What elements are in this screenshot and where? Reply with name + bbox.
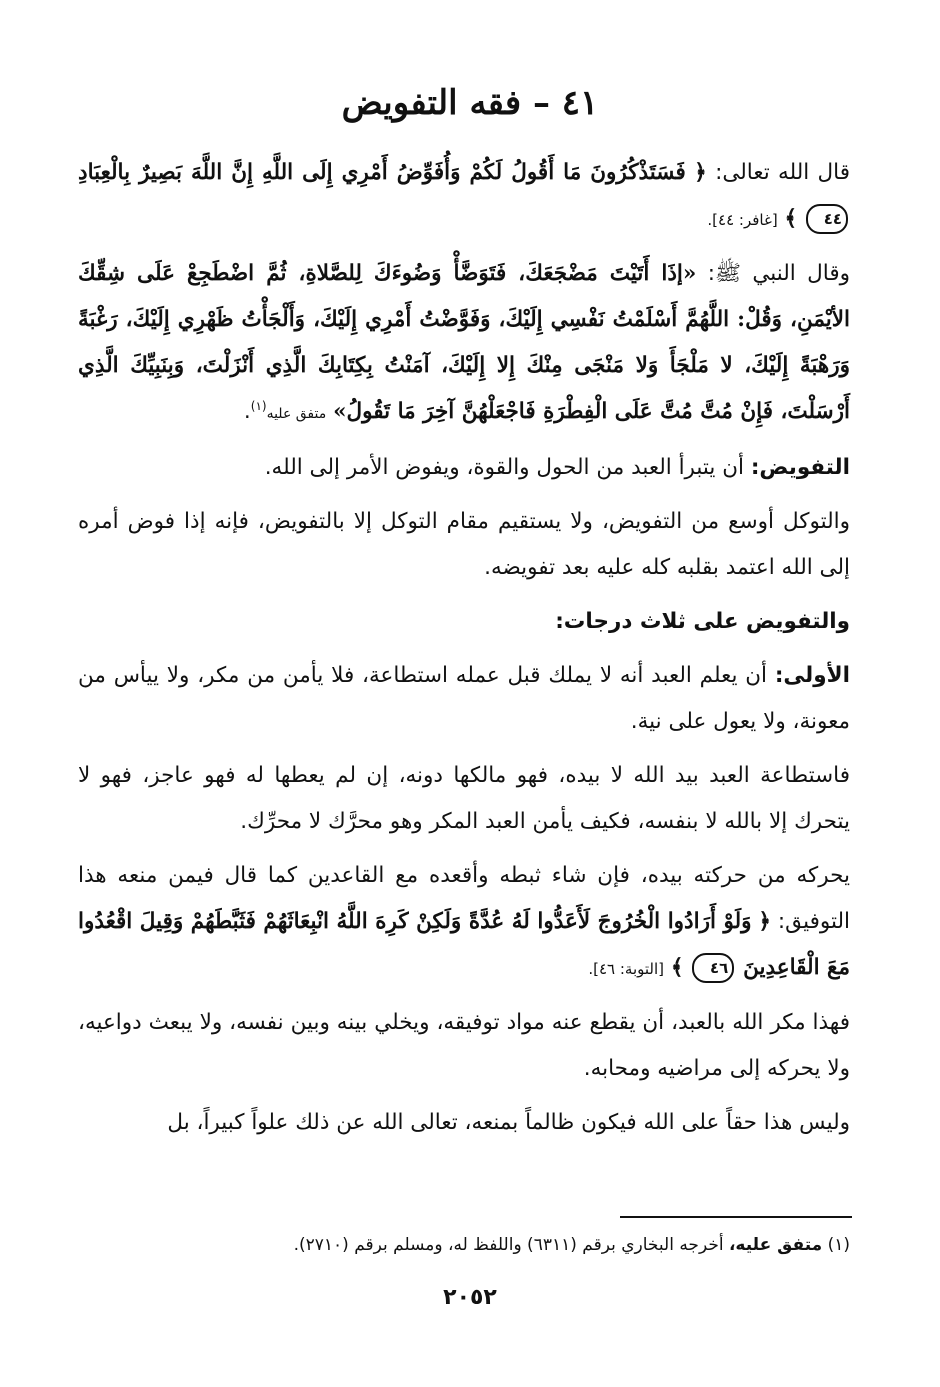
footnote-text: أخرجه البخاري برقم (٦٣١١) واللفظ له، ومسلم برقم (٢٧١٠). <box>293 1235 724 1255</box>
verse-paragraph-ghafir <box>78 150 850 243</box>
footnote-divider <box>620 1216 852 1218</box>
levels-heading: والتفويض على ثلاث درجات: <box>555 609 850 634</box>
definition-paragraph <box>78 445 850 491</box>
last-paragraph: وليس هذا حقاً على الله فيكون ظالماً بمنعه، تعالى الله عن ذلك علواً كبيراً، بل <box>167 1110 850 1135</box>
makr-paragraph: فهذا مكر الله بالعبد، أن يقطع عنه مواد توفيقه، ويخلي بينه وبين نفسه، ولا يبعث دواعيه، ولا يحركه إلى مراضيه ومحابه. <box>78 1010 850 1081</box>
quran-close-bracket: ﴾ <box>670 955 684 980</box>
verse-intro: يحركه من حركته بيده، فإن شاء ثبطه وأقعده مع القاعدين كما قال فيمن منعه هذا التوفيق: <box>78 863 850 934</box>
first-level-text: أن يعلم العبد أنه لا يملك قبل عمله استطاعة، فلا يأمن من مكر، ولا ييأس من معونة، ولا يعول على نية. <box>78 663 850 734</box>
quran-close-bracket: ﴾ <box>784 206 798 231</box>
footnote-marker: (١) <box>250 398 267 413</box>
chapter-title: ٤١ – فقه التفويض <box>341 83 599 123</box>
tawakkul-paragraph: والتوكل أوسع من التفويض، ولا يستقيم مقام التوكل إلا بالتفويض، فإنه إذا فوض أمره إلى الله اعتمد بقلبه كله عليه بعد تفويضه. <box>78 509 850 580</box>
hadith-intro: وقال النبي ﷺ: <box>707 261 851 286</box>
verse-intro: قال الله تعالى: <box>715 160 851 185</box>
verse-reference: [التوبة: ٤٦]. <box>588 960 664 978</box>
quran-verse-text: وَلَوْ أَرَادُوا الْخُرُوجَ لَأَعَدُّوا لَهُ عُدَّةً وَلَكِنْ كَرِهَ اللَّهُ انْبِعَاثَهُمْ فَثَبَّطَهُمْ وَقِيلَ اقْعُدُوا مَعَ الْقَاعِدِينَ <box>78 909 850 980</box>
footnote-number: (١) <box>827 1235 850 1255</box>
quran-verse-text: فَسَتَذْكُرُونَ مَا أَقُولُ لَكُمْ وَأُفَوِّضُ أَمْرِي إِلَى اللَّهِ إِنَّ اللَّهَ بَصِيرٌ بِالْعِبَادِ <box>78 160 686 185</box>
page-number: ٢٠٥٢ <box>443 1285 497 1310</box>
verse-reference: [غافر: ٤٤]. <box>707 211 778 229</box>
hadith-text: «إذَا أَتَيْتَ مَضْجَعَكَ، فَتَوَضَّأْ وَضُوءَكَ لِلصَّلاةِ، ثُمَّ اضْطَجِعْ عَلَى شِقِّكَ الأيْمَنِ، وَقُلْ: اللَّهُمَّ أَسْلَمْتُ نَفْسِي إِلَيْكَ، وَفَوَّضْتُ أَمْرِي إِلَيْكَ، وَأَلْجَأْتُ ظَهْرِي إِلَيْكَ، رَغْبَةً وَرَهْبَةً إِلَيْكَ، لا مَلْجَأَ وَلا مَنْجَى مِنْكَ إِلا إِلَيْكَ، آمَنْتُ بِكِتَابِكَ الَّذِي أَنْزَلْتَ، وَبِنَبِيِّكَ الَّذِي أَرْسَلْتَ، فَإِنْ مُتَّ مُتَّ عَلَى الْفِطْرَةِ فَاجْعَلْهُنَّ آخِرَ مَا تَقُولُ» <box>78 261 850 424</box>
definition-term: التفويض: <box>750 455 850 480</box>
ayah-number-marker: ٤٤ <box>806 204 848 234</box>
verse-paragraph-tawbah <box>78 853 850 992</box>
footnote <box>88 1230 850 1260</box>
page-body <box>78 150 850 1154</box>
istitaa-paragraph: فاستطاعة العبد بيد الله لا بيده، فهو مالكها دونه، إن لم يعطها له فهو عاجز، فهو لا يتحرك إلا بالله لا بنفسه، فكيف يأمن العبد المكر وهو محرَّك لا محرِّك. <box>78 763 850 834</box>
definition-text: أن يتبرأ العبد من الحول والقوة، ويفوض الأمر إلى الله. <box>264 455 744 480</box>
hadith-paragraph: وقال النبي ﷺ: «إذَا أَتَيْتَ مَضْجَعَكَ، فَتَوَضَّأْ وَضُوءَكَ لِلصَّلاةِ، ثُمَّ اضْطَجِعْ عَلَى شِقِّكَ الأيْمَنِ، وَقُلْ: اللَّهُمَّ أَسْلَمْتُ نَفْسِي إِلَيْكَ، وَفَوَّضْتُ أَمْرِي إِلَيْكَ، وَأَلْجَأْتُ ظَهْرِي إِلَيْكَ، رَغْبَةً وَرَهْبَةً إِلَيْكَ، لا مَلْجَأَ وَلا مَنْجَى مِنْكَ إِلا إِلَيْكَ، آمَنْتُ بِكِتَابِكَ الَّذِي أَنْزَلْتَ، وَبِنَبِيِّكَ الَّذِي أَرْسَلْتَ، فَإِنْ مُتَّ مُتَّ عَلَى الْفِطْرَةِ فَاجْعَلْهُنَّ آخِرَ مَا تَقُولُ» متفق عليه$^{(١)}$. <box>78 261 851 424</box>
footnote-label: متفق عليه، <box>728 1235 823 1255</box>
quran-open-bracket: ﴿ <box>694 160 707 185</box>
quran-open-bracket: ﴿ <box>758 909 772 934</box>
first-level-label: الأولى: <box>774 663 850 688</box>
ayah-number-marker: ٤٦ <box>692 953 734 983</box>
first-level-paragraph <box>78 653 850 745</box>
hadith-source: متفق عليه <box>266 406 327 422</box>
